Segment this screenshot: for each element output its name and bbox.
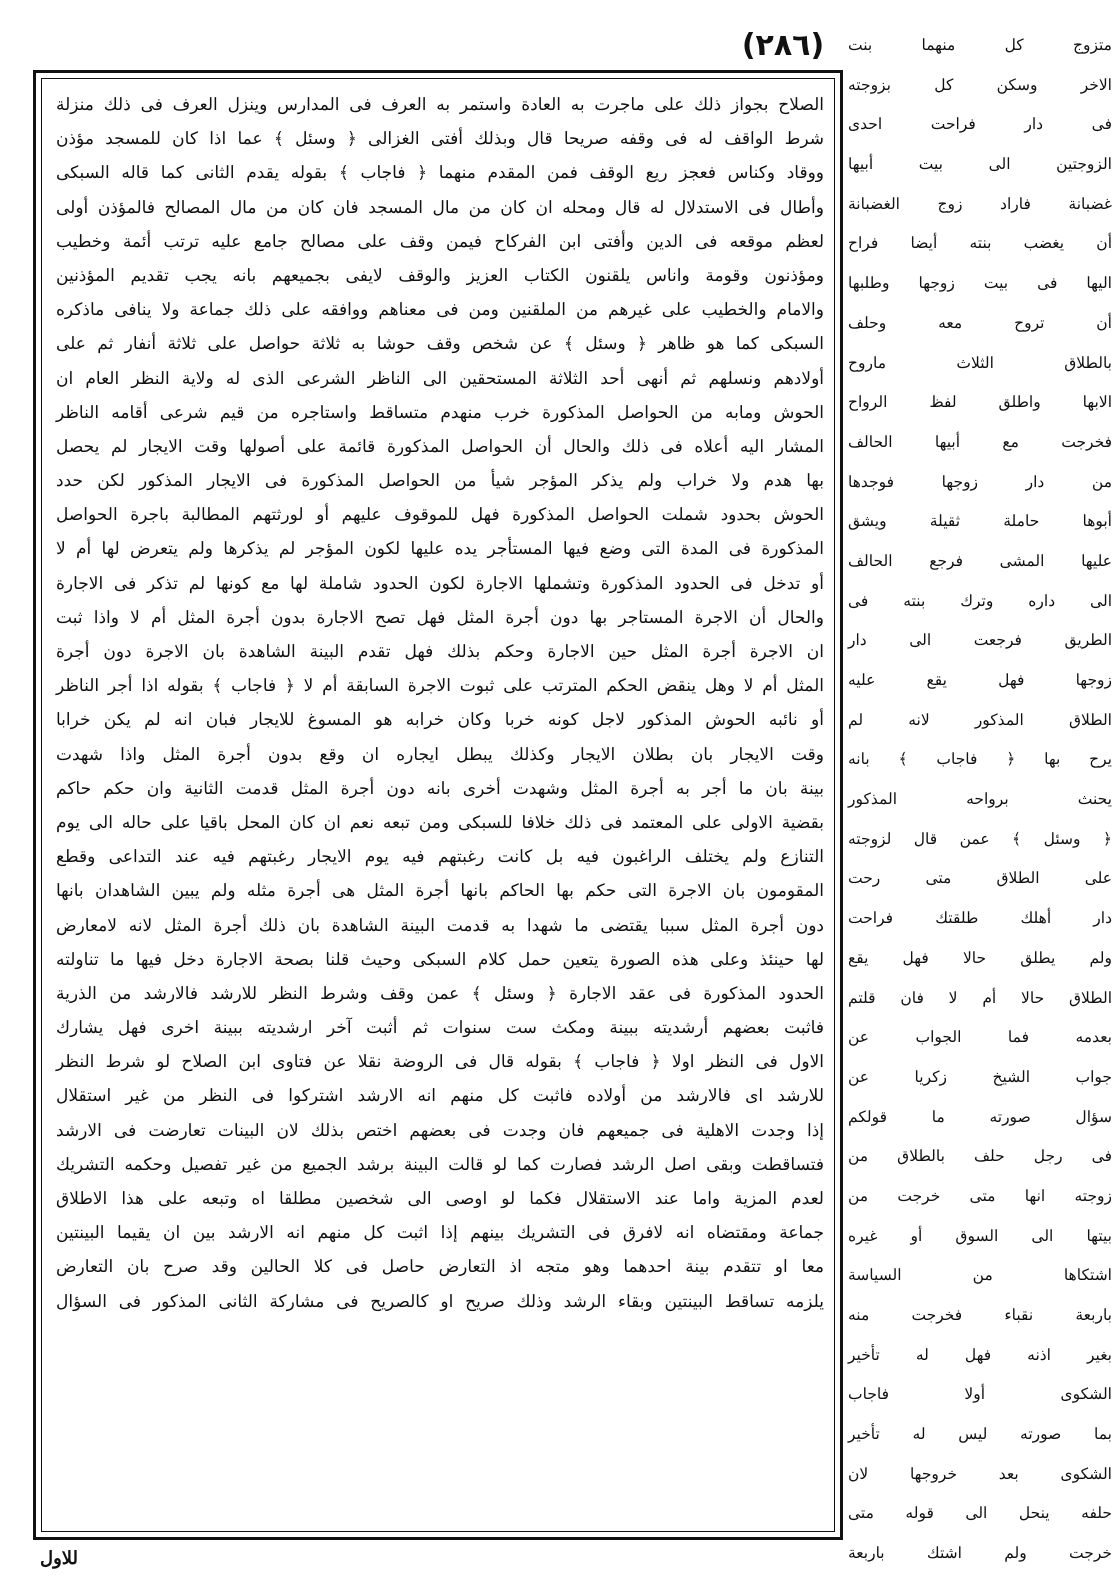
main-text-line: أو نائبه الحوش المذكور لاجل كونه خربا وكان خرابه هو المسوغ للايجار فبان انه لم يكن خرابا (56, 710, 824, 731)
main-text-line: وأطال فى الاستدلال له قال ومحله ان كان من مال المسجد فان كان من مال المصالح فالمؤذن أولى (56, 197, 824, 218)
margin-text-line: الزوجتين الى بيت أبيها (848, 155, 1112, 174)
main-text-line: الاول فى النظر اولا ﴿ فاجاب ﴾ بقوله قال فى الروضة نقلا عن فتاوى ابن الصلاح لو شرط النظر (56, 1052, 824, 1073)
main-text-line: المشار اليه أعلاه فى ذلك والحال أن الحواصل المذكورة قائمة على أصولها وقت الايجار لم يحصل (56, 436, 824, 457)
main-text-line: إذا وجدت الاهلية فى جميعهم فان وجدت فى بعضهم اختص بذلك لان البينات تعارضت فى الارشد (56, 1120, 824, 1141)
main-text-line: الحوش ومابه من الحواصل المذكورة خرب منهدم متساقط واستاجره من قيم شرعى أقامه الناظر (56, 402, 824, 423)
main-text-line: لعظم موقعه فى الدين وأفتى ابن الفركاح فيمن وقف على مصالح جامع عليه ترتب أئمة وخطيب (56, 231, 824, 252)
margin-text-line: الطلاق المذكور لانه لم (848, 710, 1112, 729)
margin-text-line: الشكوى أولا فاجاب (848, 1385, 1112, 1404)
margin-text-line: أبوها حاملة ثقيلة ويشق (848, 512, 1112, 531)
margin-text-line: زوجته انها متى خرجت من (848, 1186, 1112, 1205)
main-text-line: المقومون بان الاجرة التى حكم بها الحاكم بانها أجرة المثل هى أجرة مثله ولم يبين الشاهدان بانها (56, 881, 824, 902)
main-text-line: أو تدخل فى الحدود المذكورة وتشملها الاجارة لكون الحدود شاملة لها مع كونها لم تذكر فى الاجارة (56, 573, 824, 594)
margin-text-line: الطلاق حالا أم لا فان قلتم (848, 988, 1112, 1007)
margin-text-line: الابها واطلق لفظ الرواح (848, 393, 1112, 412)
margin-text-line: بعدمه فما الجواب عن (848, 1028, 1112, 1047)
main-text-line: والحال أن الاجرة المستاجر بها دون أجرة المثل فهل تصح الاجارة بدون أجرة المثل أم لا واذا ثبت (56, 607, 824, 628)
margin-text-line: بيتها الى السوق أو غيره (848, 1226, 1112, 1245)
main-text-line: فتساقطت وبقى اصل الرشد فصارت كما لو قالت البينة برشد الجميع من غير تفصيل وحكمه التشريك (56, 1154, 824, 1175)
main-text-line: لها حينئذ وعلى هذه الصورة يتعين حمل كلام السبكى وحيث قلنا بصحة الاجارة دخل فيها ما تناولته (56, 949, 824, 970)
margin-text-line: على الطلاق متى رحت (848, 869, 1112, 888)
main-text-line: بها هدم ولا خراب ولم يذكر المؤجر شيأ من الحواصل المذكورة فى الايجار المذكور لكن حدد (56, 471, 824, 492)
main-text-line: شرط الواقف له فى وقفه صريحا قال وبذلك أفتى الغزالى ﴿ وسئل ﴾ عما اذا كان للمسجد مؤذن (56, 129, 824, 150)
main-text-line: الحوش بحدود شملت الحواصل المذكورة فهل للموقوف عليهم أو لورثتهم المطالبة باجرة الحواصل (56, 505, 824, 526)
main-text-line: الحدود المذكورة فى عقد الاجارة ﴿ وسئل ﴾ عمن وقف وشرط النظر للارشد فالارشد من الذرية (56, 983, 824, 1004)
main-text-line: وقت الايجار بان بطلان الايجار وكذلك يبطل ايجاره ان وقع بدون أجرة المثل واذا شهدت (56, 744, 824, 765)
margin-text-line: زوجها فهل يقع عليه (848, 671, 1112, 689)
margin-text-line: يرح بها ﴿ فاجاب ﴾ بانه (848, 750, 1112, 769)
margin-text-line: سؤال صورته ما قولكم (848, 1107, 1112, 1126)
margin-text-line: خرجت ولم اشتك باربعة (848, 1544, 1112, 1563)
margin-text-line: الشكوى بعد خروجها لان (848, 1464, 1112, 1483)
margin-text-line: حلفه ينحل الى قوله متى (848, 1504, 1112, 1523)
margin-text-line: أن تروح معه وحلف (848, 313, 1112, 332)
margin-text-line: بغير اذنه فهل له تأخير (848, 1345, 1112, 1364)
margin-text-line: ولم يطلق حالا فهل يقع (848, 948, 1112, 967)
main-text-line: جماعة ومقتضاه انه لافرق فى التشريك بينهم إذا اثبت كل منهم انه الارشد بين ان يقيما البينتين (56, 1223, 824, 1244)
margin-text-line: أن يغضب بنته أيضا فراح (848, 234, 1112, 253)
page-number: (٢٨٦) (741, 28, 825, 63)
main-text-line: أولادهم ونسلهم ثم أنهى أحد الثلاثة المستحقين الى الناظر الشرعى الذى له ولاية النظر العام ان (56, 368, 824, 389)
margin-text-line: ﴿ وسئل ﴾ عمن قال لزوجته (848, 829, 1112, 848)
margin-text-line: بالطلاق الثلاث ماروح (848, 353, 1112, 372)
main-text-line: ومؤذنون وقومة واناس يلقنون الكتاب العزيز والوقف لايفى بجميعهم بانه يجب تقديم المؤذنين (56, 265, 824, 286)
main-text-line: السبكى كما هو ظاهر ﴿ وسئل ﴾ عن شخص وقف حوشا به ثلاثة حواصل على ثلاثة أنفار ثم على (56, 334, 824, 355)
main-text-line: الصلاح بجواز ذلك على ماجرت به العادة واستمر به العرف فى المدارس وينزل العرف فى ذلك منزلة (56, 95, 824, 115)
margin-text-line: جواب الشيخ زكريا عن (848, 1067, 1112, 1086)
main-text-line: بقضية الاولى على المعتمد فى ذلك خلافا للسبكى ومن تبعه نعم ان كان المحل باقيا على حاله الى يوم (56, 812, 824, 833)
main-text-line: بينة بان ما أجر به أجرة المثل وشهدت أخرى بانه دون أجرة المثل قدمت الثانية وان حكم حاكم (56, 778, 824, 799)
margin-text-line: الى داره وترك بنته فى (848, 591, 1112, 610)
main-text-line: والامام والخطيب على غيرهم من الملقنين ومن فى معناهم ووافقه على ذلك جماعة ولا ينافى ماذكره (56, 300, 824, 321)
catchword: للاول (40, 1548, 78, 1569)
margin-text-line: فخرجت مع أبيها الحالف (848, 432, 1112, 451)
margin-commentary (848, 26, 1112, 1563)
margin-text-line: اشتكاها من السياسة (848, 1266, 1112, 1285)
main-text-block (56, 88, 824, 1524)
margin-text-line: متزوج كل منهما بنت (848, 36, 1112, 54)
margin-text-line: فى رجل حلف بالطلاق من (848, 1147, 1112, 1166)
main-text-line: المذكورة فى المدة التى وضع فيها المستأجر يده عليها لكون المؤجر لم يذكرها ولم يتعرض لها أم لا (56, 539, 824, 560)
margin-text-line: اليها فى بيت زوجها وطلبها (848, 274, 1112, 293)
margin-text-line: الاخر وسكن كل بزوجته (848, 75, 1112, 94)
main-text-line: التنازع ولم يختلف الراغبون فيه بل كانت رغبتهم فيه يوم الايجار رغبتهم فيه عند التداعى وقطع (56, 847, 824, 868)
main-text-line: فاثبت بعضهم أرشديته ببينة ومكث ست سنوات ثم أثبت آخر ارشديته ببينة اخرى فهل يشارك (56, 1018, 824, 1039)
margin-text-line: بما صورته ليس له تأخير (848, 1425, 1112, 1444)
main-text-line: المثل أم لا وهل ينقض الحكم المترتب على ثبوت الاجرة السابقة أم لا ﴿ فاجاب ﴾ بقوله اذا أجر الناظر (56, 676, 824, 697)
main-text-line: ووقاد وكناس فعجز ريع الوقف فمن المقدم منهما ﴿ فاجاب ﴾ بقوله يقدم الثانى كما قاله السبكى (56, 163, 824, 184)
margin-text-line: عليها المشى فرجع الحالف (848, 551, 1112, 570)
main-text-line: معا او تتقدم بينة احدهما وهو متجه اذ التعارض حاصل فى كلا الحالين وقد صرح بان التعارض (56, 1257, 824, 1278)
main-text-line: ان الاجرة أجرة المثل حين الاجارة وحكم بذلك فهل تقدم البينة الشاهدة بان الاجرة دون أجرة (56, 642, 824, 662)
margin-text-line: فى دار فراحت احدى (848, 115, 1112, 134)
main-text-line: دون أجرة المثل سببا يقتضى ما شهدا به قدمت البينة الشاهدة بان ذلك أجرة المثل لانه لامعارض (56, 915, 824, 936)
margin-text-line: غضبانة فاراد زوج الغضبانة (848, 194, 1112, 213)
main-text-line: لعدم المزية واما عند الاستقلال فكما لو اوصى الى شخصين مطلقا اه وتبعه على هذا الاطلاق (56, 1189, 824, 1209)
margin-text-line: يحنث برواحه المذكور (848, 790, 1112, 809)
margin-text-line: من دار زوجها فوجدها (848, 472, 1112, 491)
margin-text-line: باربعة نقباء فخرجت منه (848, 1306, 1112, 1324)
margin-text-line: الطريق فرجعت الى دار (848, 631, 1112, 650)
main-text-line: للارشد اى فالارشد من أولاده فاثبت كل منهم انه الارشد اشتركوا فى النظر من غير استقلال (56, 1086, 824, 1107)
main-text-line: يلزمه تساقط البينتين وبقاء الرشد وذلك صريح او كالصريح فى مشاركة الثانى المذكور فى السؤال (56, 1291, 824, 1312)
margin-text-line: دار أهلك طلقتك فراحت (848, 909, 1112, 928)
